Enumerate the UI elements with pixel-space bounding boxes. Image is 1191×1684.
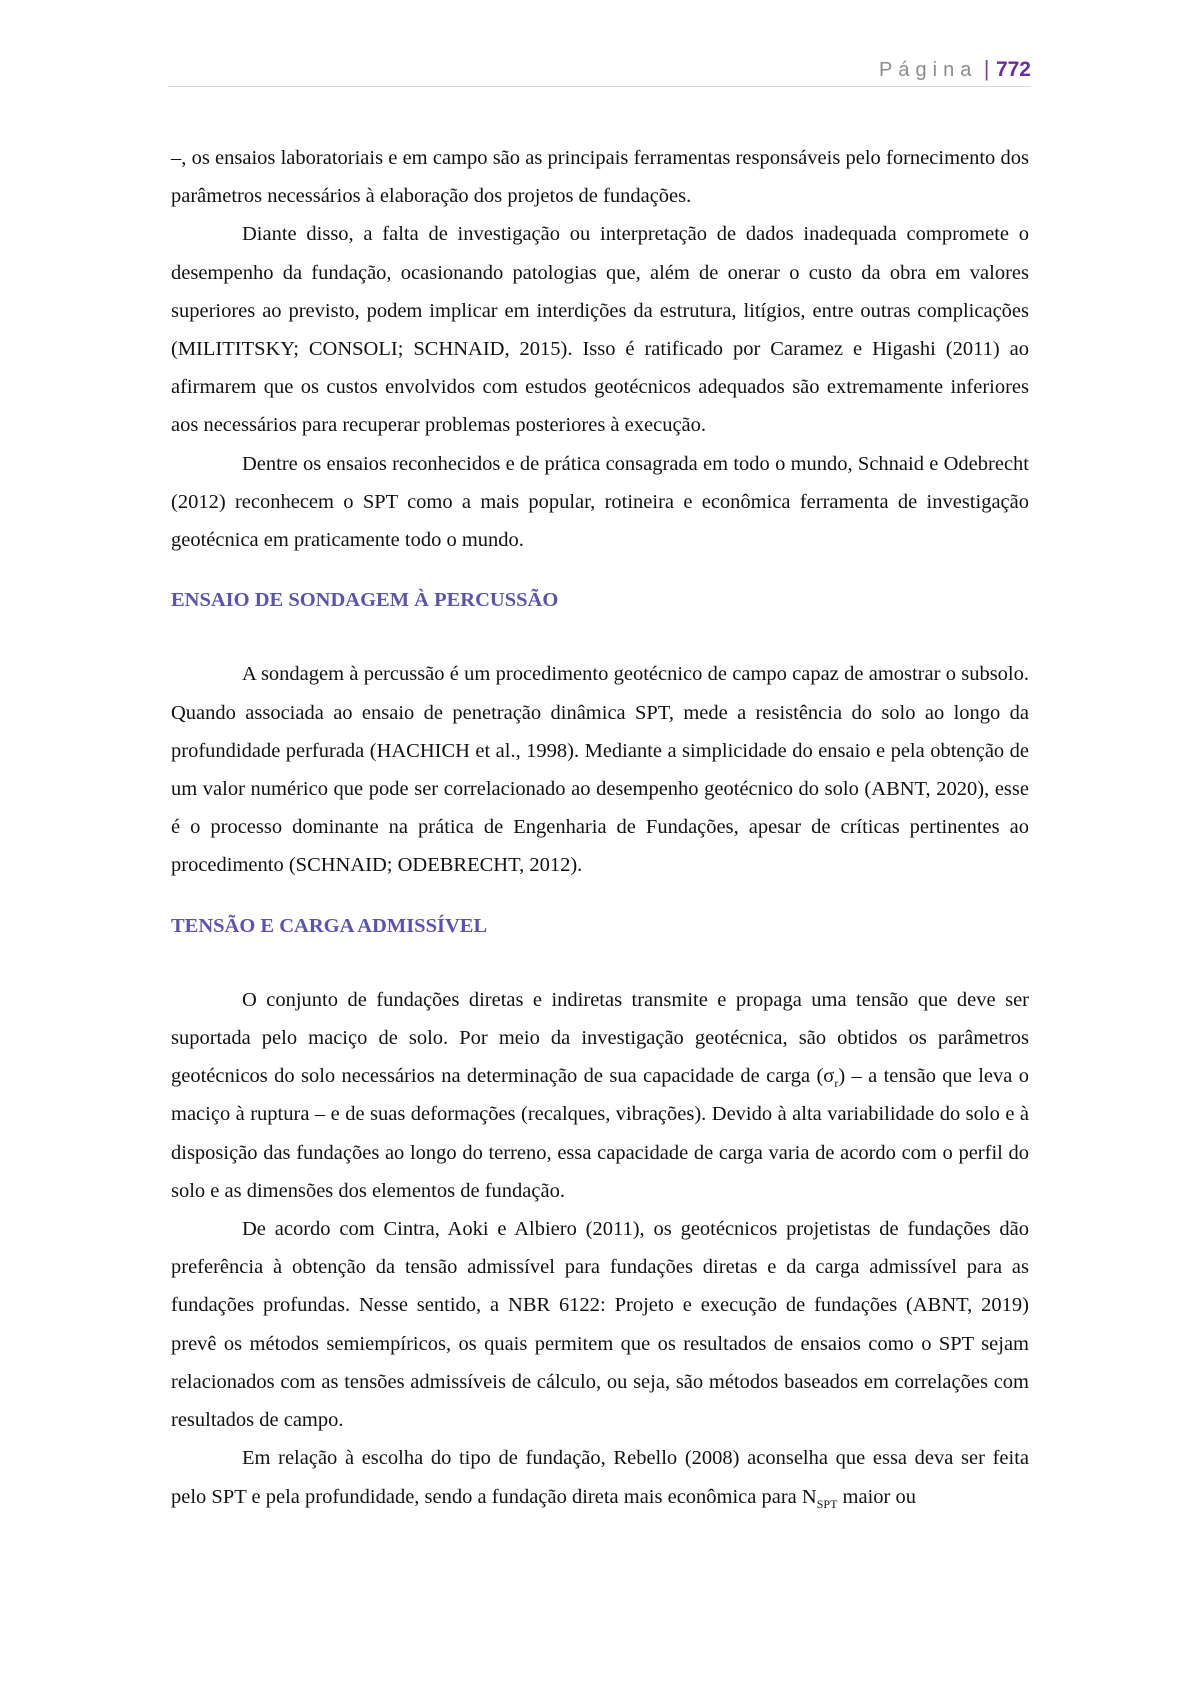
paragraph-investigation: Diante disso, a falta de investigação ou interpretação de dados inadequada compromete o desempenho da fundação, ocasionando patologias que, além de onerar o custo da obra em valores superiores ao previsto, podem implicar em interdições da estrutura, litígios, entre outras complicações (MILITITSKY; CONSOLI; SCHNAID, 2015). Isso é ratificado por Caramez e Higashi (2011) ao afirmarem que os custos envolvidos com estudos geotécnicos adequados são extremamente inferiores aos necessários para recuperar problemas posteriores à execução. xyxy=(171,223,1029,437)
paragraph-tensao-part-a: O conjunto de fundações diretas e indiretas transmite e propaga uma tensão que deve ser suportada pelo maciço de solo. Por meio da investigação geotécnica, são obtidos os parâmetros geotécnicos do solo necessários na determinação de sua capacidade de carga (σ xyxy=(171,988,1029,1088)
section-heading-sondagem: ENSAIO DE SONDAGEM À PERCUSSÃO xyxy=(171,589,559,612)
nspt-subscript: SPT xyxy=(816,1496,838,1511)
page-number: 772 xyxy=(995,58,1031,81)
sigma-subscript: r xyxy=(834,1076,839,1091)
page-header xyxy=(168,56,1031,87)
page-label: Página xyxy=(879,59,978,81)
header-separator: | xyxy=(983,56,990,81)
section-heading-tensao: TENSÃO E CARGA ADMISSÍVEL xyxy=(171,914,488,937)
page-body xyxy=(171,139,1029,1516)
paragraph-tensao-part-b: ) – a tensão que leva o maciço à ruptura – e de suas deformações (recalques, vibrações). Devido à alta variabilidade do solo e à disposição das fundações ao longo do terreno, essa capacidade de carga varia de acordo com o perfil do solo e as dimensões dos elementos de fundação. xyxy=(171,1065,1029,1202)
paragraph-sondagem: A sondagem à percussão é um procedimento geotécnico de campo capaz de amostrar o subsolo. Quando associada ao ensaio de penetração dinâmica SPT, mede a resistência do solo ao longo da profundidade perfurada (HACHICH et al., 1998). Mediante a simplicidade do ensaio e pela obtenção de um valor numérico que pode ser correlacionado ao desempenho geotécnico do solo (ABNT, 2020), esse é o processo dominante na prática de Engenharia de Fundações, apesar de críticas pertinentes ao procedimento (SCHNAID; ODEBRECHT, 2012). xyxy=(171,663,1029,877)
paragraph-escolha-fundacao xyxy=(171,1439,1029,1515)
paragraph-escolha-part-b: maior ou xyxy=(837,1485,916,1508)
paragraph-admissivel: De acordo com Cintra, Aoki e Albiero (2011), os geotécnicos projetistas de fundações dão preferência à obtenção da tensão admissível para fundações diretas e da carga admissível para as fundações profundas. Nesse sentido, a NBR 6122: Projeto e execução de fundações (ABNT, 2019) prevê os métodos semiempíricos, os quais permitem que os resultados de ensaios como o SPT sejam relacionados com as tensões admissíveis de cálculo, ou seja, são métodos baseados em correlações com resultados de campo. xyxy=(171,1218,1029,1432)
paragraph-tensao xyxy=(171,981,1029,1210)
paragraph-continuation: –, os ensaios laboratoriais e em campo são as principais ferramentas responsáveis pelo fornecimento dos parâmetros necessários à elaboração dos projetos de fundações. xyxy=(171,147,1029,208)
paragraph-escolha-part-a: Em relação à escolha do tipo de fundação, Rebello (2008) aconselha que essa deva ser feita pelo SPT e pela profundidade, sendo a fundação direta mais econômica para N xyxy=(171,1447,1029,1508)
paragraph-spt-popularity: Dentre os ensaios reconhecidos e de prática consagrada em todo o mundo, Schnaid e Odebrecht (2012) reconhecem o SPT como a mais popular, rotineira e econômica ferramenta de investigação geotécnica em praticamente todo o mundo. xyxy=(171,452,1029,552)
